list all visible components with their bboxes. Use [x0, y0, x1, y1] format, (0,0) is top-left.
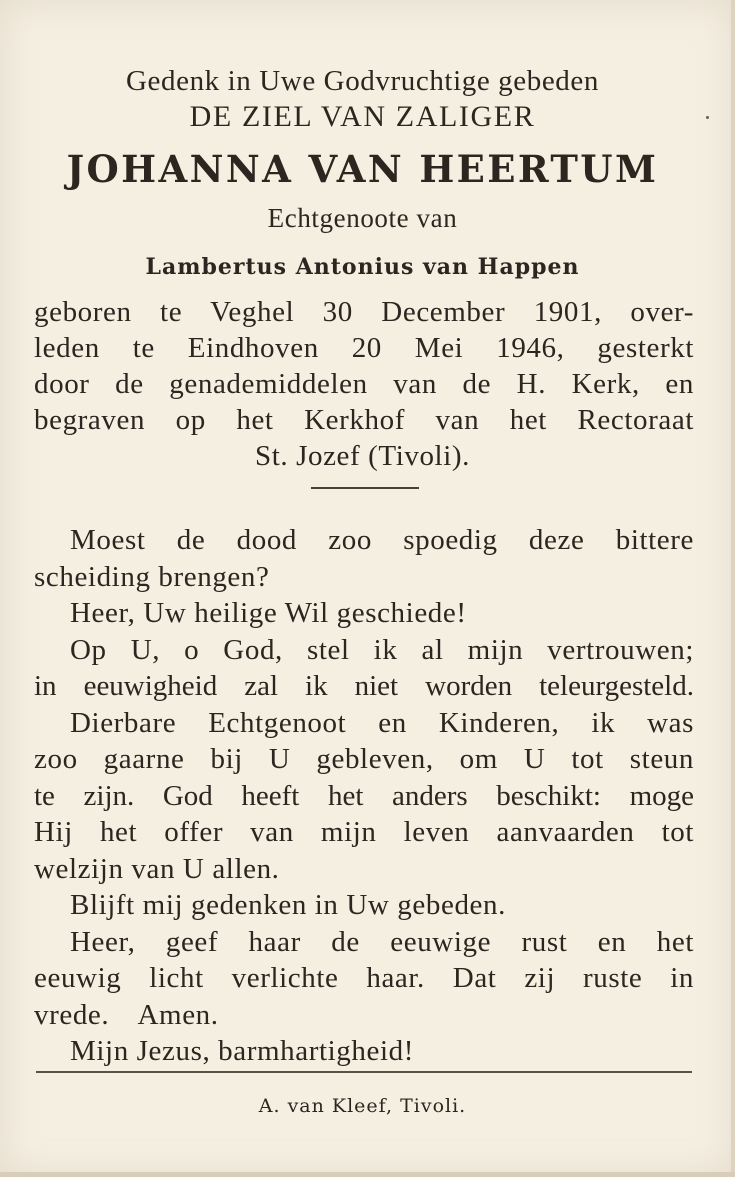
bio-line-2: leden te Eindhoven 20 Mei 1946, gesterkt — [34, 332, 694, 364]
prayer-line-6: Dierbare Echtgenoot en Kinderen, ik was — [70, 707, 694, 739]
relation-line: Echtgenoote van — [267, 203, 458, 233]
prayer-line-7: zoo gaarne bij U gebleven, om U tot steun — [34, 743, 694, 775]
prayer-line-15: Mijn Jezus, barmhartigheid! — [70, 1035, 414, 1067]
prayer-line-13: eeuwig licht verlichte haar. Dat zij ruste in — [34, 962, 694, 994]
prayer-line-5: in eeuwigheid zal ik niet worden teleurgesteld. — [34, 670, 694, 702]
prayer-line-1: Moest de dood zoo spoedig deze bittere — [70, 524, 694, 556]
bio-line-4: begraven op het Kerkhof van het Rectoraat — [34, 404, 694, 436]
printer-credit: A. van Kleef, Tivoli. — [258, 1095, 467, 1117]
bio-line-5: St. Jozef (Tivoli). — [255, 440, 470, 472]
card-edge-bottom — [0, 1172, 735, 1177]
invocation-line: Gedenk in Uwe Godvruchtige gebeden — [126, 65, 599, 97]
prayer-line-11: Blijft mij gedenken in Uw gebeden. — [70, 889, 506, 921]
prayer-line-4: Op U, o God, stel ik al mijn vertrouwen; — [70, 634, 694, 666]
spouse-name: Lambertus Antonius van Happen — [145, 254, 580, 280]
prayer-line-8: te zijn. God heeft het anders beschikt: moge — [34, 780, 694, 812]
bio-line-1: geboren te Veghel 30 December 1901, over- — [34, 296, 694, 328]
section-divider — [311, 487, 419, 489]
prayer-line-3: Heer, Uw heilige Wil geschiede! — [70, 597, 467, 629]
bio-line-3: door de genademiddelen van de H. Kerk, en — [34, 368, 694, 400]
prayer-line-10: welzijn van U allen. — [34, 853, 280, 885]
deceased-name: JOHANNA VAN HEERTUM — [66, 147, 659, 191]
prayer-line-9: Hij het offer van mijn leven aanvaarden tot — [34, 816, 694, 848]
card-edge-right — [731, 0, 735, 1177]
prayer-line-2: scheiding brengen? — [34, 561, 270, 593]
paper-speck — [706, 116, 709, 119]
prayer-line-12: Heer, geef haar de eeuwige rust en het — [70, 926, 694, 958]
prayer-line-14: vrede. Amen. — [34, 999, 219, 1031]
footer-divider — [36, 1071, 692, 1073]
soul-line: DE ZIEL VAN ZALIGER — [189, 100, 536, 133]
